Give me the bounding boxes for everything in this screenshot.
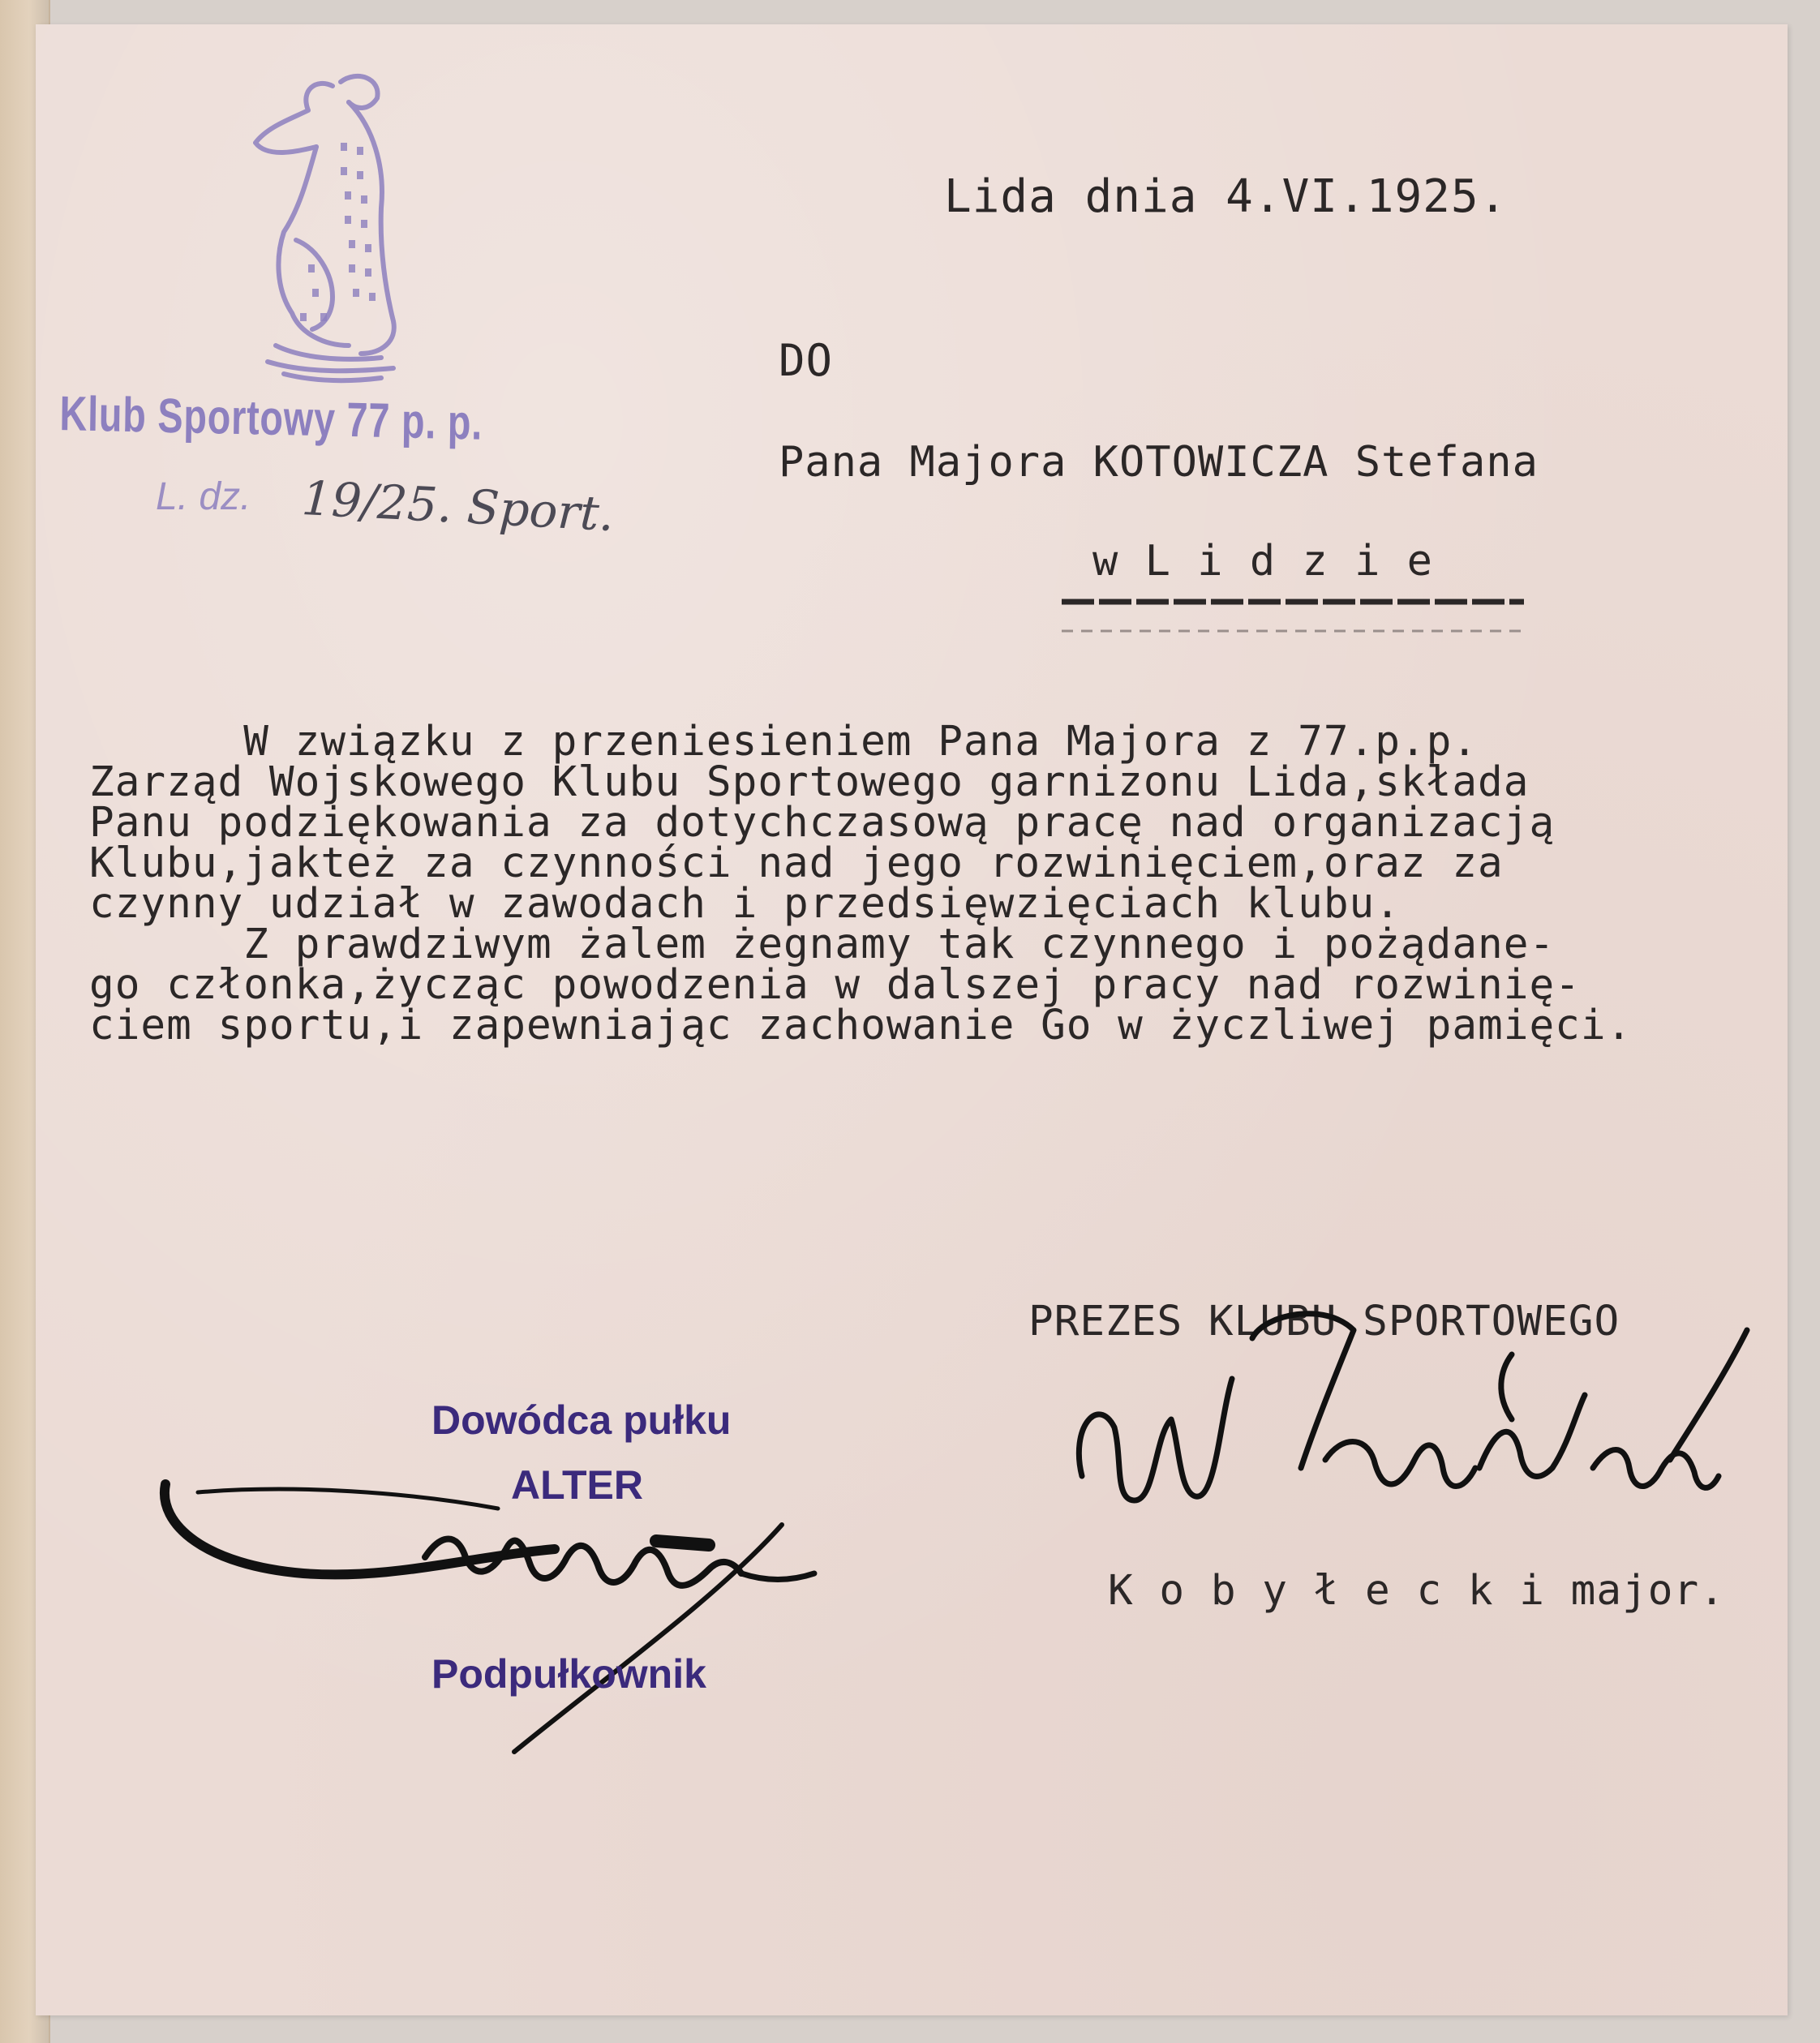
body-line: Panu podziękowania za dotychczasową pracę nad organizacją xyxy=(89,799,1556,847)
body-line: go członka,życząc powodzenia w dalszej pracy nad rozwinię- xyxy=(89,961,1581,1009)
place-underline xyxy=(1062,592,1548,649)
body-line: W związku z przeniesieniem Pana Majora z 77.p.p. xyxy=(89,718,1479,766)
commander-signature xyxy=(149,1436,879,1784)
address-to: DO xyxy=(779,335,834,386)
commander-title-stamp: Dowódca pułku xyxy=(431,1397,732,1443)
club-emblem-stamp xyxy=(219,54,414,410)
commander-rank-stamp: Podpułkownik xyxy=(431,1651,706,1697)
president-title: PREZES KLUBU SPORTOWEGO xyxy=(1028,1298,1620,1346)
commander-name-stamp: ALTER xyxy=(511,1462,643,1508)
club-name-stamp: Klub Sportowy 77 p. p. xyxy=(59,385,483,450)
recipient-name: Pana Majora KOTOWICZA Stefana xyxy=(779,438,1539,487)
president-name: K o b y ł e c k i major. xyxy=(1108,1567,1725,1615)
handwritten-reference: 19/25. Sport. xyxy=(300,470,616,543)
president-signature xyxy=(1058,1306,1771,1598)
body-line: Z prawdziwym żalem żegnamy tak czynnego i pożądane- xyxy=(89,921,1556,968)
letter-body xyxy=(89,718,1633,1049)
body-line: Klubu,jakteż za czynności nad jego rozwinięciem,oraz za xyxy=(89,839,1504,887)
body-line: ciem sportu,i zapewniając zachowanie Go w życzliwej pamięci. xyxy=(89,1002,1633,1049)
reference-number-stamp: L. dz. xyxy=(156,475,251,518)
date-line: Lida dnia 4.VI.1925. xyxy=(944,170,1508,223)
recipient-place: w L i d z i e xyxy=(1092,537,1433,586)
body-line: czynny udział w zawodach i przedsięwzięciach klubu. xyxy=(89,880,1401,928)
body-line: Zarząd Wojskowego Klubu Sportowego garnizonu Lida,składa xyxy=(89,758,1530,806)
letter-sheet xyxy=(36,24,1788,2015)
